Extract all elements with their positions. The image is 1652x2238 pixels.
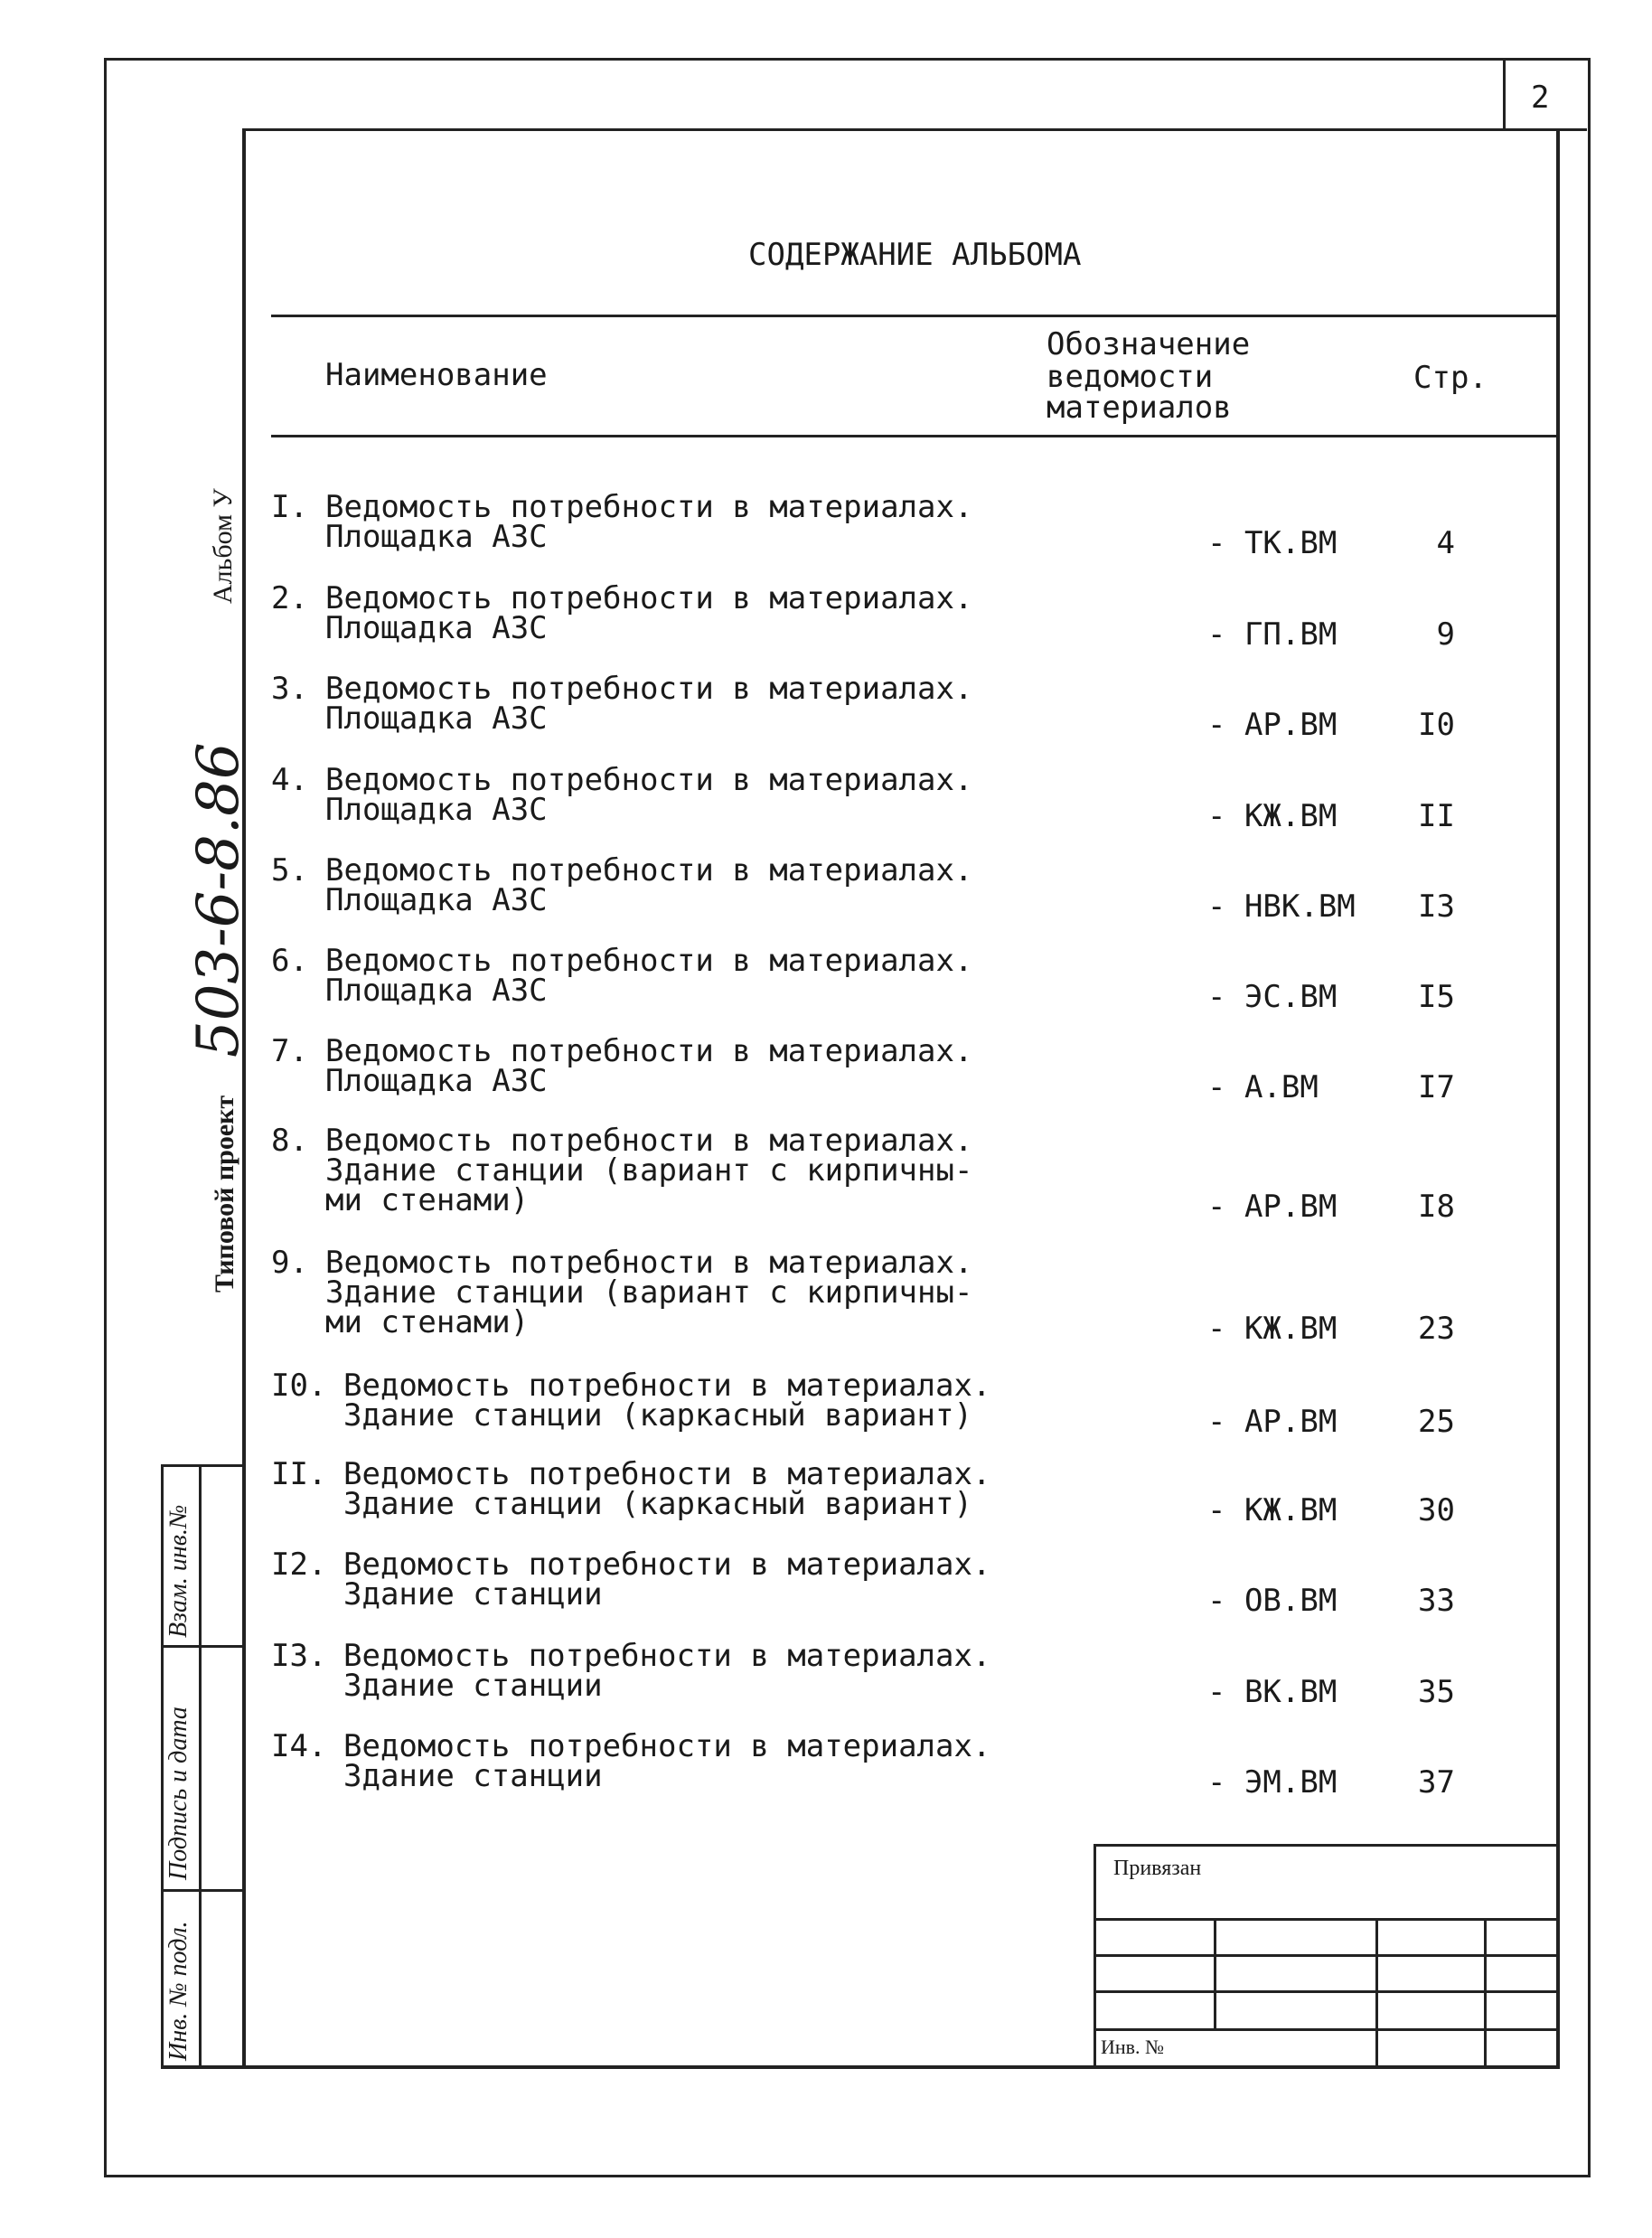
entry-number: 3. (271, 671, 308, 707)
entry-subtitle: Площадка АЗС (325, 701, 548, 737)
entry-title: Ведомость потребности в материалах. (325, 852, 973, 889)
entry-page: I5 (1418, 979, 1455, 1015)
entry-number: I3. (271, 1638, 327, 1674)
entry-page: 35 (1418, 1674, 1455, 1710)
side-cell-mid (199, 1464, 202, 2068)
header-designation-line3: материалов (1047, 390, 1232, 426)
side-cell-left (161, 1464, 164, 2068)
entry-code: - КЖ.ВМ (1207, 1492, 1338, 1528)
stamp-top (1094, 1844, 1558, 1847)
entry-number: 8. (271, 1123, 308, 1159)
entry-number: I2. (271, 1547, 327, 1583)
entry-number: I0. (271, 1368, 327, 1404)
entry-title: Ведомость потребности в материалах. (325, 943, 973, 979)
entry-subtitle: Здание станции (каркасный вариант) (343, 1486, 972, 1522)
stamp-row2 (1094, 1954, 1558, 1957)
entry-subtitle: Здание станции (вариант с кирпичны- (325, 1274, 973, 1311)
entry-number: 4. (271, 762, 308, 798)
entry-subtitle-cont: ми стенами) (325, 1304, 530, 1340)
page-title: СОДЕРЖАНИЕ АЛЬБОМА (748, 237, 1082, 273)
entry-page: I3 (1418, 889, 1455, 925)
entry-page: 25 (1418, 1404, 1455, 1440)
inner-frame-left (242, 128, 246, 2068)
header-rule-bottom (271, 435, 1558, 437)
entry-subtitle: Здание станции (343, 1668, 603, 1704)
entry-title: Ведомость потребности в материалах. (343, 1728, 991, 1764)
entry-code: - ТК.ВМ (1207, 525, 1338, 561)
album-label: Альбом У (208, 488, 238, 604)
entry-code: - ЭС.ВМ (1207, 979, 1338, 1015)
entry-title: Ведомость потребности в материалах. (325, 489, 973, 525)
side-cell-top (161, 1464, 244, 1467)
entry-code: - АР.ВМ (1207, 707, 1338, 743)
entry-code: - АР.ВМ (1207, 1404, 1338, 1440)
entry-page: 23 (1418, 1311, 1455, 1347)
entry-title: Ведомость потребности в материалах. (325, 671, 973, 707)
entry-subtitle: Здание станции (каркасный вариант) (343, 1397, 972, 1434)
entry-subtitle: Здание станции (вариант с кирпичны- (325, 1152, 973, 1189)
stamp-row1 (1094, 1918, 1558, 1921)
side-cell-podpis: Подпись и дата (164, 1707, 192, 1880)
entry-title: Ведомость потребности в материалах. (343, 1547, 991, 1583)
project-code: 503-6-8.86 (185, 742, 252, 1058)
entry-number: 2. (271, 580, 308, 616)
entry-subtitle: Площадка АЗС (325, 792, 548, 828)
entry-title: Ведомость потребности в материалах. (325, 1245, 973, 1281)
entry-code: - АР.ВМ (1207, 1189, 1338, 1225)
entry-title: Ведомость потребности в материалах. (325, 580, 973, 616)
header-designation-line2: ведомости (1047, 359, 1214, 395)
page-number-box-left (1503, 60, 1506, 130)
header-name: Наименование (325, 357, 548, 393)
stamp-row3 (1094, 1990, 1558, 1993)
project-label: Типовой проект (210, 1095, 239, 1293)
entry-title: Ведомость потребности в материалах. (325, 762, 973, 798)
entry-number: 6. (271, 943, 308, 979)
entry-page: I7 (1418, 1069, 1455, 1105)
entry-code: - А.ВМ (1207, 1069, 1319, 1105)
stamp-col1 (1214, 1918, 1216, 2028)
entry-number: II. (271, 1456, 327, 1492)
entry-page: 4 (1436, 525, 1455, 561)
entry-number: 9. (271, 1245, 308, 1281)
side-cell-div2 (161, 1889, 244, 1892)
stamp-privyazan: Привязан (1113, 1857, 1202, 1880)
outer-frame-left (104, 58, 107, 2177)
outer-frame-bottom (104, 2175, 1591, 2177)
stamp-row4 (1094, 2028, 1558, 2031)
entry-subtitle: Площадка АЗС (325, 519, 548, 555)
outer-frame-right (1588, 58, 1591, 2177)
entry-page: 37 (1418, 1764, 1455, 1801)
entry-subtitle: Здание станции (343, 1576, 603, 1613)
entry-subtitle: Площадка АЗС (325, 1063, 548, 1099)
entry-code: - КЖ.ВМ (1207, 1311, 1338, 1347)
inner-frame-top (244, 128, 1587, 131)
entry-page: 33 (1418, 1583, 1455, 1619)
entry-subtitle: Площадка АЗС (325, 973, 548, 1009)
side-cell-inv: Инв. № подл. (164, 1921, 192, 2061)
entry-subtitle-cont: ми стенами) (325, 1182, 530, 1218)
entry-code: - ЭМ.ВМ (1207, 1764, 1338, 1801)
side-cell-vzam: Взам. инв.№ (164, 1504, 192, 1638)
entry-subtitle: Площадка АЗС (325, 882, 548, 918)
inner-frame-right (1556, 128, 1560, 2068)
entry-number: 5. (271, 852, 308, 889)
entry-code: - ОВ.ВМ (1207, 1583, 1338, 1619)
entry-title: Ведомость потребности в материалах. (325, 1123, 973, 1159)
entry-title: Ведомость потребности в материалах. (325, 1033, 973, 1069)
entry-code: - ВК.ВМ (1207, 1674, 1338, 1710)
entry-page: 9 (1436, 616, 1455, 653)
entry-subtitle: Площадка АЗС (325, 610, 548, 646)
inner-frame-bottom (161, 2065, 1560, 2069)
header-designation-line1: Обозначение (1047, 326, 1251, 362)
entry-page: II (1418, 798, 1455, 834)
stamp-col2 (1375, 1918, 1378, 2068)
entry-title: Ведомость потребности в материалах. (343, 1638, 991, 1674)
stamp-col3 (1484, 1918, 1487, 2068)
entry-page: I0 (1418, 707, 1455, 743)
entry-page: I8 (1418, 1189, 1455, 1225)
entry-number: I4. (271, 1728, 327, 1764)
entry-page: 30 (1418, 1492, 1455, 1528)
entry-code: - КЖ.ВМ (1207, 798, 1338, 834)
entry-code: - ГП.ВМ (1207, 616, 1338, 653)
entry-code: - НВК.ВМ (1207, 889, 1356, 925)
header-rule-top (271, 315, 1558, 317)
entry-number: 7. (271, 1033, 308, 1069)
outer-frame-top (104, 58, 1591, 61)
entry-title: Ведомость потребности в материалах. (343, 1368, 991, 1404)
stamp-inv: Инв. № (1101, 2036, 1165, 2058)
page-number: 2 (1531, 80, 1550, 116)
entry-number: I. (271, 489, 308, 525)
side-cell-div1 (161, 1645, 244, 1648)
header-page: Стр. (1413, 360, 1488, 396)
entry-subtitle: Здание станции (343, 1758, 603, 1794)
entry-title: Ведомость потребности в материалах. (343, 1456, 991, 1492)
